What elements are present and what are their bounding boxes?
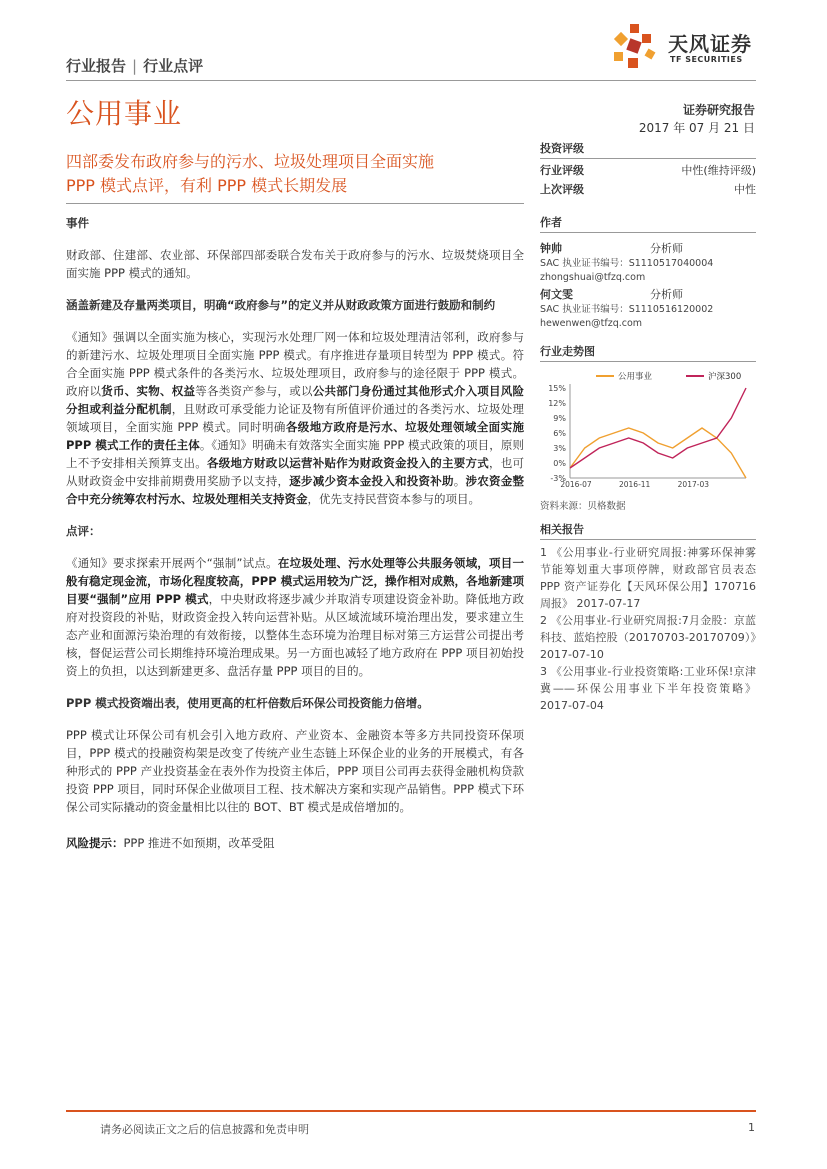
author-heading: 作者 xyxy=(540,214,756,233)
previous-rating-row: 上次评级 中性 xyxy=(540,183,756,196)
report-type: 证券研究报告 xyxy=(682,103,755,117)
industry-trend-chart xyxy=(540,366,756,496)
author-name: 钟帅 xyxy=(540,242,562,255)
legend-label: 沪深300 xyxy=(708,372,742,382)
y-tick-label: 3% xyxy=(553,444,566,453)
sector-title: 公用事业 xyxy=(66,97,183,130)
title-line-2: PPP 模式点评，有利 PPP 模式长期发展 xyxy=(66,176,348,195)
x-tick-label: 2017-03 xyxy=(677,480,710,489)
legend-label: 公用事业 xyxy=(618,372,653,382)
logo-text-cn: 天风证券 xyxy=(668,32,752,56)
category-label: 行业报告 xyxy=(66,57,127,75)
y-tick-label: 12% xyxy=(548,399,566,408)
rating-heading: 投资评级 xyxy=(540,140,756,159)
footer-divider xyxy=(66,1110,756,1112)
y-tick-label: 0% xyxy=(553,459,566,468)
subcategory-label: 行业点评 xyxy=(143,57,204,75)
page-number: 1 xyxy=(748,1121,755,1134)
title-line-1: 四部委发布政府参与的污水、垃圾处理项目全面实施 xyxy=(66,152,435,171)
risk-label: 风险提示： xyxy=(66,836,124,850)
author-email[interactable]: hewenwen@tfzq.com xyxy=(540,318,643,329)
comment-paragraph: 《通知》要求探索开展两个“强制”试点。在垃圾处理、污水处理等公共服务领域，项目一般有稳定现金流，市场化程度较高，PPP 模式运用较为广泛，操作相对成熟，各地新建项目要“强制”应用 PPP 模式，中央财政将逐步减少并取消专项建设资金补助。降低地方政府对投资段的补贴，财政资金投入转向运营补贴。从区域流域环境治理出发，要求建立生态产业和面源污染治理的有效衔接，以整体生态环境为治理目标对第三方运营公司提出考核，督促运营公司长期维持环境治理成果。另一方面也减轻了地方政府在 PPP 项目初始投资上的负担，以达到新建更多、盘活存量 PPP 项目的目的。 xyxy=(66,556,524,678)
sidebar-trend xyxy=(540,343,756,512)
subsection-heading-2: PPP 模式投资端出表，使用更高的杠杆倍数后环保公司投资能力倍增。 xyxy=(66,696,429,710)
x-tick-label: 2016-07 xyxy=(560,480,592,489)
report-date: 2017 年 07 月 21 日 xyxy=(638,121,755,135)
industry-rating-row: 行业评级 中性(维持评级) xyxy=(540,164,756,177)
ppp-paragraph: PPP 模式让环保公司有机会引入地方政府、产业资本、金融资本等多方共同投资环保项目，PPP 模式的投融资构架是改变了传统产业生态链上环保企业的业务的开展模式，有各种形式的 PPP 产业投资基金在表外作为投资主体后，PPP 项目公司再去获得金融机构贷款投资 PPP 项目，同时环保企业做项目工程、技术解决方案和实现产品销售。PPP 模式下环保公司实际撬动的资金量相比以往的 BOT、BT 模式是成倍增加的。 xyxy=(66,728,524,814)
risk-text: PPP 推进不如预期，改革受阻 xyxy=(123,836,275,850)
footer-disclaimer: 请务必阅读正文之后的信息披露和免责申明 xyxy=(100,1123,309,1136)
report-title xyxy=(66,150,526,198)
y-tick-label: -3% xyxy=(550,474,566,483)
title-divider xyxy=(66,203,524,204)
author-name: 何文雯 xyxy=(540,288,573,301)
policy-paragraph: 《通知》强调以全面实施为核心，实现污水处理厂网一体和垃圾处理清洁邻利，政府参与的新建污水、垃圾处理项目全面实施 PPP 模式。有序推进存量项目转型为 PPP 模式。符合全面实施 PPP 模式条件的各类污水、垃圾处理项目，政府参与的途径限于 PPP 模式。政府以货币、实物、权益等各类资产参与，或以公共部门身份通过其他形式介入项目风险分担或利益分配机制，且财政可承受能力论证及物有所值评价通过的各类污水、垃圾处理领域项目，全面实施 PPP 模式。同时明确各级地方政府是污水、垃圾处理领域全面实施 PPP 模式工作的责任主体。《通知》明确未有效落实全面实施 PPP 模式政策的项目，原则上不予安排相关预算支出。各级地方财政以运营补贴作为财政资金投入的主要方式，也可从财政资金中安排前期费用奖励予以支持，逐步减少资本金投入和投资补助。涉农资金整合中充分统筹农村污水、垃圾处理相关支持资金，优先支持民营资本参与的项目。 xyxy=(66,330,524,506)
related-heading: 相关报告 xyxy=(540,521,756,540)
risk-warning xyxy=(66,834,524,852)
x-tick-label: 2016-11 xyxy=(618,480,651,489)
y-tick-label: 9% xyxy=(553,414,566,423)
author-block: 何文雯 分析师 SAC 执业证书编号：S1110516120002 hewenwen@tfzq.com xyxy=(540,287,756,331)
related-report-item[interactable]: 1 《公用事业-行业研究周报:神雾环保神雾节能筹划重大事项停牌，财政部官员表态 PPP 资产证券化【天风环保公用】170716 周报》 2017-07-17 xyxy=(540,546,756,610)
report-category: 行业报告 | 行业点评 xyxy=(66,57,204,75)
trend-heading: 行业走势图 xyxy=(540,343,756,362)
author-email[interactable]: zhongshuai@tfzq.com xyxy=(540,272,646,283)
series-line xyxy=(570,388,746,468)
related-report-item[interactable]: 2 《公用事业-行业研究周报:7月金股：京蓝科技、蓝焰控股（20170703-20170709）》2017-07-10 xyxy=(540,614,756,661)
logo-text-en: TF SECURITIES xyxy=(670,55,743,64)
y-tick-label: 6% xyxy=(553,429,566,438)
y-tick-label: 15% xyxy=(548,384,566,393)
chart-source: 资料来源：贝格数据 xyxy=(540,501,626,512)
sidebar-related xyxy=(540,521,756,714)
author-block: 钟帅 分析师 SAC 执业证书编号：S1110517040004 zhongshuai@tfzq.com xyxy=(540,241,756,285)
related-report-item[interactable]: 3 《公用事业-行业投资策略:工业环保!京津冀——环保公用事业下半年投资策略》 2017-07-04 xyxy=(540,665,756,712)
sidebar-rating xyxy=(540,140,756,199)
subsection-heading-1: 涵盖新建及存量两类项目，明确“政府参与”的定义并从财政政策方面进行鼓励和制约 xyxy=(66,298,496,312)
comment-heading: 点评： xyxy=(66,524,101,538)
logo-mark-icon xyxy=(608,22,664,72)
main-content xyxy=(66,214,524,852)
sidebar-authors xyxy=(540,214,756,331)
event-heading: 事件 xyxy=(66,216,89,230)
event-paragraph: 财政部、住建部、农业部、环保部四部委联合发布关于政府参与的污水、垃圾焚烧项目全面实施 PPP 模式的通知。 xyxy=(66,248,524,280)
company-logo xyxy=(608,22,758,72)
header-divider xyxy=(66,80,756,81)
